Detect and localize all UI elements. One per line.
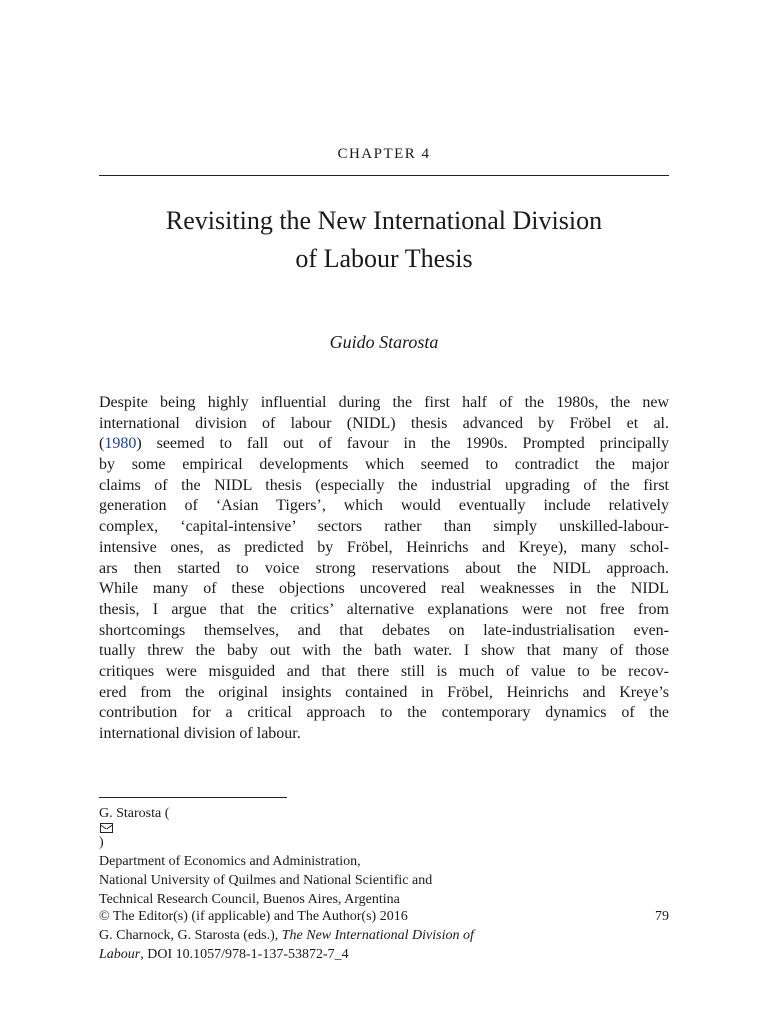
citation-link-1980[interactable]: 1980 <box>104 435 137 453</box>
abstract-line: thesis, I argue that the critics’ alternative explanations were not free from <box>99 600 669 618</box>
abstract-line: ars then started to voice strong reservations about the NIDL approach. <box>99 559 669 577</box>
abstract-line: ered from the original insights contained in Fröbel, Heinrichs and Kreye’s <box>99 683 669 701</box>
abstract-line: generation of ‘Asian Tigers’, which would eventually include relatively <box>99 497 669 515</box>
envelope-icon[interactable] <box>100 823 113 833</box>
abstract-line: shortcomings themselves, and that debates on late-industrialisation even- <box>99 621 669 639</box>
affiliation-council: Technical Research Council, Buenos Aires, Argentina <box>99 892 400 907</box>
abstract-line: critiques were misguided and that there still is much of value to be recov- <box>99 662 669 680</box>
page-number: 79 <box>655 909 669 924</box>
copyright-notice <box>99 907 669 964</box>
book-title: The New International Division of <box>281 928 474 943</box>
citation-line <box>99 926 669 945</box>
abstract-line-open: ( <box>99 435 105 453</box>
abstract-line: While many of these objections uncovered real weaknesses in the NIDL <box>99 580 669 598</box>
chapter-title <box>99 202 669 278</box>
abstract-line: claims of the NIDL thesis (especially the industrial upgrading of the first <box>99 476 669 494</box>
footnote-rule <box>99 797 287 798</box>
title-line-2: of Labour Thesis <box>295 244 473 273</box>
affiliation-name-line <box>99 804 669 852</box>
doi-text: , DOI 10.1057/978-1-137-53872-7_4 <box>140 947 349 962</box>
affiliation-department: Department of Economics and Administration, <box>99 854 361 869</box>
abstract-line: intensive ones, as predicted by Fröbel, Heinrichs and Kreye), many schol- <box>99 538 669 556</box>
affiliation-name-close: ) <box>99 835 104 850</box>
author-affiliation <box>99 804 669 909</box>
chapter-rule <box>99 175 669 176</box>
copyright-line: © The Editor(s) (if applicable) and The Author(s) 2016 <box>99 909 408 924</box>
citation-editors: G. Charnock, G. Starosta (eds.), <box>99 928 282 943</box>
abstract-line: contribution for a critical approach to the contemporary dynamics of the <box>99 704 669 722</box>
author-name: Guido Starosta <box>329 332 439 352</box>
abstract-line: Despite being highly influential during the first half of the 1980s, the new <box>99 394 669 411</box>
affiliation-university: National University of Quilmes and National Scientific and <box>99 873 433 888</box>
affiliation-name: G. Starosta ( <box>99 806 170 821</box>
abstract-line: international division of labour. <box>99 725 301 742</box>
abstract-line: tually threw the baby out with the bath water. I show that many of those <box>99 642 669 660</box>
chapter-label: CHAPTER 4 <box>337 146 431 162</box>
abstract-line: by some empirical developments which seemed to contradict the major <box>99 456 669 474</box>
abstract <box>99 393 669 745</box>
title-line-1: Revisiting the New International Division <box>165 206 603 235</box>
abstract-line: international division of labour (NIDL) thesis advanced by Fröbel et al. <box>99 414 669 432</box>
book-title-end: Labour <box>99 947 141 962</box>
abstract-line: complex, ‘capital-intensive’ sectors rather than simply unskilled-labour- <box>99 518 669 536</box>
abstract-line <box>99 434 669 455</box>
abstract-line-rest: ) seemed to fall out of favour in the 1990s. Prompted principally <box>136 435 669 453</box>
doi-line <box>99 945 669 964</box>
